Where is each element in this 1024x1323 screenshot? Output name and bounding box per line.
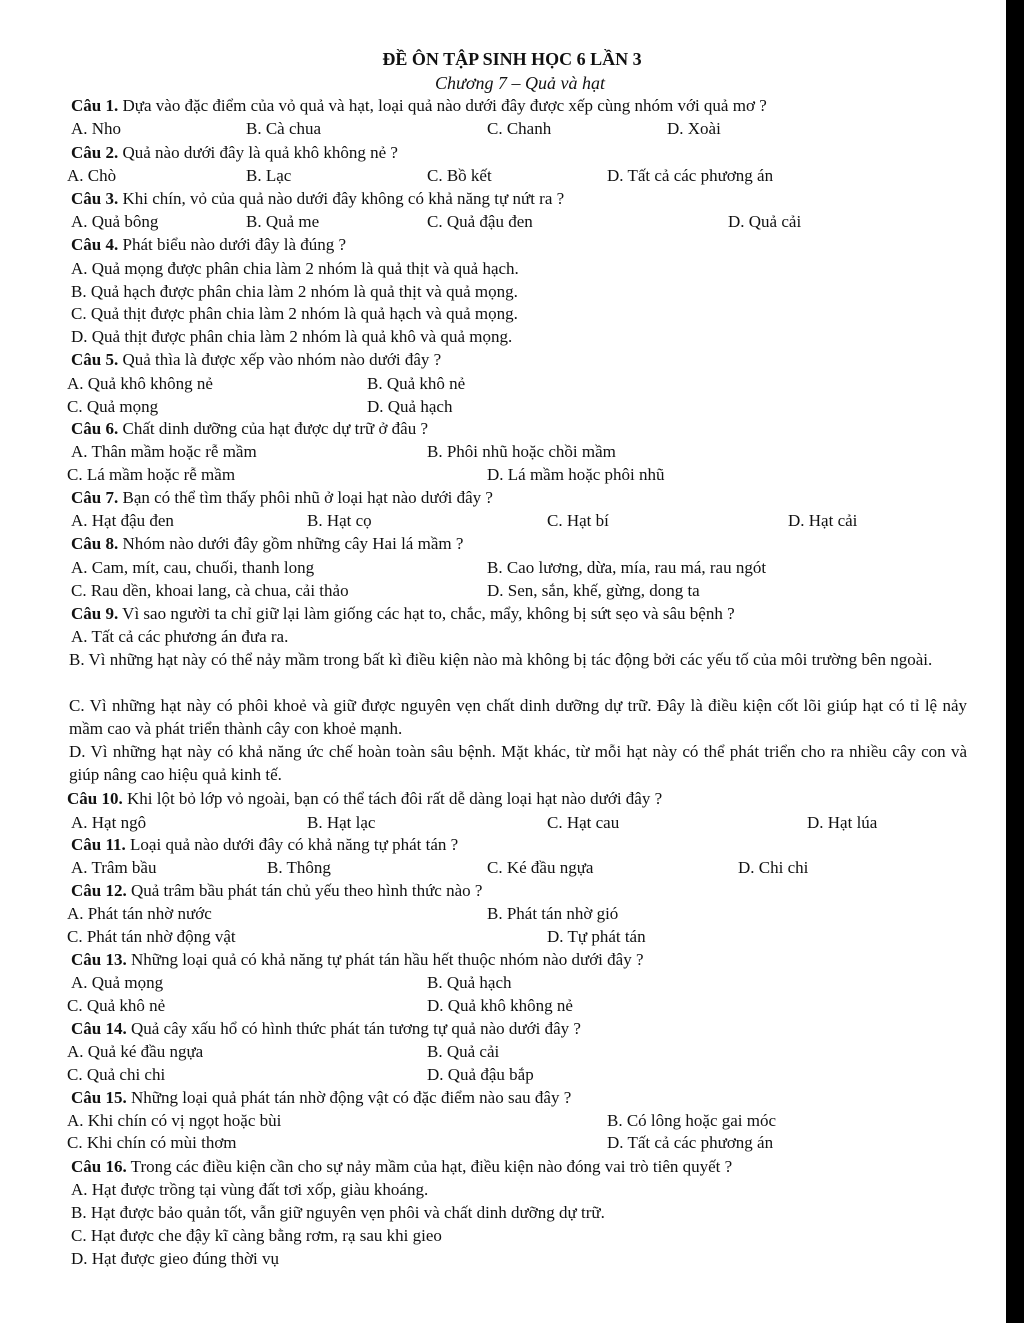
- option-d: D. Sen, sắn, khế, gừng, dong ta: [487, 581, 700, 600]
- option-d: D. Tự phát tán: [547, 927, 646, 946]
- option-b: B. Cao lương, dừa, mía, rau má, rau ngót: [487, 558, 767, 577]
- option-c: C. Quả chi chi: [67, 1065, 166, 1084]
- option-d: D. Hạt được gieo đúng thời vụ: [71, 1249, 280, 1268]
- option-a: A. Quả bông: [71, 212, 159, 231]
- option-b: B. Quả hạch được phân chia làm 2 nhóm là quả thịt và quả mọng.: [71, 282, 518, 301]
- option-b: B. Lạc: [246, 166, 292, 185]
- option-a: A. Hạt được trồng tại vùng đất tơi xốp, giàu khoáng.: [71, 1180, 429, 1199]
- options-row: [0, 856, 1000, 879]
- option-c: C. Vì những hạt này có phôi khoẻ và giữ được nguyên vẹn chất dinh dưỡng dự trữ. Đây là điều kiện cốt lõi giúp hạt có tỉ lệ nảy mầm cao và phát triển thành cây con khoẻ mạnh.: [69, 696, 967, 738]
- option-c: C. Khi chín có mùi thơm: [67, 1133, 237, 1152]
- option-d: D. Quả khô không nẻ: [427, 996, 573, 1015]
- option-a: A. Hạt ngô: [71, 813, 147, 832]
- option-c: C. Quả thịt được phân chia làm 2 nhóm là quả hạch và quả mọng.: [71, 304, 518, 323]
- option-a: A. Quả ké đầu ngựa: [67, 1042, 204, 1061]
- question-5: Câu 5. Quả thìa là được xếp vào nhóm nào dưới đây ?: [71, 350, 442, 369]
- options-row: [0, 902, 1000, 925]
- option-c: C. Quả đậu đen: [427, 212, 533, 231]
- option-b: B. Có lông hoặc gai móc: [607, 1111, 777, 1130]
- option-b: B. Quả cải: [427, 1042, 500, 1061]
- options-row: [0, 164, 1000, 187]
- question-9: Câu 9. Vì sao người ta chỉ giữ lại làm giống các hạt to, chắc, mẩy, không bị sứt sẹo và sâu bệnh ?: [71, 604, 735, 623]
- option-c: C. Phát tán nhờ động vật: [67, 927, 236, 946]
- option-c: C. Hạt bí: [547, 511, 609, 530]
- option-a: A. Thân mầm hoặc rễ mầm: [71, 442, 257, 461]
- options-row: [0, 509, 1000, 532]
- option-b: B. Quả khô nẻ: [367, 374, 466, 393]
- question-14: Câu 14. Quả cây xấu hổ có hình thức phát tán tương tự quả nào dưới đây ?: [71, 1019, 581, 1038]
- options-row: [0, 463, 1000, 486]
- option-d: D. Vì những hạt này có khả năng ức chế hoàn toàn sâu bệnh. Mặt khác, từ mỗi hạt này có thể phát triển cho ra nhiều cây con và giúp nâng cao hiệu quả kinh tế.: [69, 742, 967, 784]
- option-d: D. Chi chi: [738, 858, 809, 877]
- question-6: Câu 6. Chất dinh dưỡng của hạt được dự trữ ở đâu ?: [71, 419, 429, 438]
- option-d: D. Tất cả các phương án: [607, 166, 774, 185]
- option-c: C. Hạt được che đậy kĩ càng bằng rơm, rạ sau khi gieo: [71, 1226, 442, 1245]
- options-row: [0, 1109, 1000, 1132]
- question-12: Câu 12. Quả trâm bầu phát tán chủ yếu theo hình thức nào ?: [71, 881, 483, 900]
- option-c: C. Ké đầu ngựa: [487, 858, 594, 877]
- option-d: D. Xoài: [667, 119, 721, 138]
- option-d: D. Quả hạch: [367, 397, 453, 416]
- page-title: ĐỀ ÔN TẬP SINH HỌC 6 LẦN 3: [382, 49, 642, 69]
- option-b: B. Quả me: [246, 212, 320, 231]
- options-row: [0, 925, 1000, 948]
- options-row: [0, 372, 1000, 395]
- option-a: A. Cam, mít, cau, chuối, thanh long: [71, 558, 315, 577]
- option-b: B. Thông: [267, 858, 331, 877]
- question-7: Câu 7. Bạn có thể tìm thấy phôi nhũ ở loại hạt nào dưới đây ?: [71, 488, 493, 507]
- question-4: Câu 4. Phát biểu nào dưới đây là đúng ?: [71, 235, 347, 254]
- option-c: C. Bồ kết: [427, 166, 492, 185]
- option-b: B. Vì những hạt này có thể nảy mầm trong bất kì điều kiện nào mà không bị tác động bởi các yếu tố của môi trường bên ngoài.: [69, 650, 933, 669]
- option-b: B. Cà chua: [246, 119, 322, 138]
- options-row: [0, 117, 1000, 140]
- option-d: D. Hạt lúa: [807, 813, 878, 832]
- chapter-subtitle: Chương 7 – Quả và hạt: [435, 73, 605, 93]
- question-2: Câu 2. Quả nào dưới đây là quả khô không nẻ ?: [71, 143, 398, 162]
- option-a: A. Chò: [67, 166, 117, 185]
- question-8: Câu 8. Nhóm nào dưới đây gồm những cây Hai lá mầm ?: [71, 534, 464, 553]
- option-c: C. Quả mọng: [67, 397, 159, 416]
- option-d: D. Quả thịt được phân chia làm 2 nhóm là quả khô và quả mọng.: [71, 327, 513, 346]
- option-a: A. Phát tán nhờ nước: [67, 904, 212, 923]
- option-a: A. Hạt đậu đen: [71, 511, 174, 530]
- option-a: A. Khi chín có vị ngọt hoặc bùi: [67, 1111, 282, 1130]
- option-c: C. Chanh: [487, 119, 552, 138]
- question-1: Câu 1. Dựa vào đặc điểm của vỏ quả và hạt, loại quả nào dưới đây được xếp cùng nhóm với quả mơ ?: [71, 96, 767, 115]
- option-b: B. Phôi nhũ hoặc chồi mầm: [427, 442, 616, 461]
- option-a: A. Quả mọng: [71, 973, 164, 992]
- options-row: [0, 994, 1000, 1017]
- options-row: [0, 440, 1000, 463]
- question-15: Câu 15. Những loại quả phát tán nhờ động vật có đặc điểm nào sau đây ?: [71, 1088, 572, 1107]
- question-11: Câu 11. Loại quả nào dưới đây có khả năng tự phát tán ?: [71, 835, 459, 854]
- options-row: [0, 971, 1000, 994]
- option-b: B. Hạt cọ: [307, 511, 372, 530]
- option-c: C. Quả khô nẻ: [67, 996, 166, 1015]
- option-a: A. Tất cả các phương án đưa ra.: [71, 627, 289, 646]
- question-10: Câu 10. Khi lột bỏ lớp vỏ ngoài, bạn có thể tách đôi rất dễ dàng loại hạt nào dưới đây ?: [67, 789, 663, 808]
- question-16: Câu 16. Trong các điều kiện cần cho sự nảy mầm của hạt, điều kiện nào đóng vai trò tiên quyết ?: [71, 1157, 733, 1176]
- option-b: B. Phát tán nhờ gió: [487, 904, 619, 923]
- option-d: D. Lá mầm hoặc phôi nhũ: [487, 465, 665, 484]
- option-a: A. Trâm bầu: [71, 858, 157, 877]
- option-d: D. Quả đậu bắp: [427, 1065, 534, 1084]
- options-row: [0, 811, 1000, 834]
- option-d: D. Tất cả các phương án: [607, 1133, 774, 1152]
- option-a: A. Quả khô không nẻ: [67, 374, 213, 393]
- options-row: [0, 210, 1000, 233]
- option-c: C. Hạt cau: [547, 813, 620, 832]
- option-d: D. Hạt cải: [788, 511, 858, 530]
- option-d: D. Quả cải: [728, 212, 802, 231]
- option-a: A. Quả mọng được phân chia làm 2 nhóm là quả thịt và quả hạch.: [71, 259, 519, 278]
- options-row: [0, 1131, 1000, 1154]
- option-b: B. Hạt được bảo quản tốt, vẫn giữ nguyên vẹn phôi và chất dinh dưỡng dự trữ.: [71, 1203, 605, 1222]
- question-13: Câu 13. Những loại quả có khả năng tự phát tán hầu hết thuộc nhóm nào dưới đây ?: [71, 950, 644, 969]
- option-a: A. Nho: [71, 119, 122, 138]
- option-c: C. Lá mầm hoặc rễ mầm: [67, 465, 236, 484]
- option-c: C. Rau dền, khoai lang, cà chua, cải thảo: [71, 581, 349, 600]
- options-row: [0, 1040, 1000, 1063]
- option-b: B. Quả hạch: [427, 973, 512, 992]
- option-b: B. Hạt lạc: [307, 813, 376, 832]
- options-row: [0, 579, 1000, 602]
- options-row: [0, 556, 1000, 579]
- options-row: [0, 1063, 1000, 1086]
- options-row: [0, 395, 1000, 418]
- question-3: Câu 3. Khi chín, vỏ của quả nào dưới đây không có khả năng tự nứt ra ?: [71, 189, 565, 208]
